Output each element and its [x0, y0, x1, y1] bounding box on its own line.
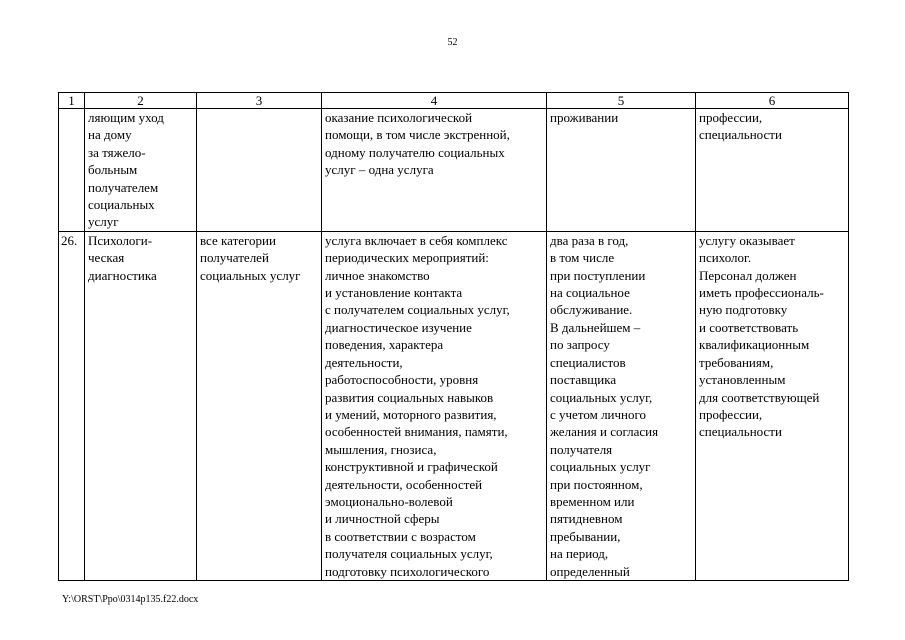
text-line: и умений, моторного развития,: [325, 406, 497, 422]
text-line: при постоянном,: [550, 476, 643, 492]
text-line: проживании: [550, 110, 619, 125]
text-line: деятельности, особенностей: [325, 476, 483, 492]
text-line: профессии,: [699, 110, 763, 125]
page-number: 52: [447, 37, 458, 48]
text-line: услугу оказывает: [699, 232, 795, 248]
text-line: мышления, гнозиса,: [325, 441, 437, 457]
text-line: на дому: [88, 127, 132, 143]
text-line: с учетом личного: [550, 406, 647, 422]
table-row-continuation: [59, 109, 849, 232]
text-line: установленным: [699, 372, 786, 388]
header-col-6: 6: [696, 93, 849, 109]
text-line: и соответствовать: [699, 319, 799, 335]
text-line: специалистов: [550, 354, 626, 370]
text-line: пребывании,: [550, 528, 621, 544]
text-line: на социальное: [550, 285, 630, 301]
cont-cell-staff: [696, 109, 849, 232]
header-col-4: 4: [322, 93, 547, 109]
header-col-5: 5: [547, 93, 696, 109]
text-line: временном или: [550, 493, 635, 509]
text-line: ляющим уход: [88, 110, 164, 125]
text-line: больным: [88, 162, 138, 178]
text-line: профессии,: [699, 406, 763, 422]
footer-file-path: Y:\ORST\Ppo\0314p135.f22.docx: [62, 594, 199, 605]
text-line: Психологи-: [88, 232, 153, 248]
text-line: определенный: [550, 563, 630, 579]
row26-cell-frequency: [547, 231, 696, 580]
row26-cell-categories: [197, 231, 322, 580]
text-line: за тяжело-: [88, 144, 146, 160]
text-line: получателей: [200, 250, 269, 266]
text-line: получателя: [550, 441, 613, 457]
text-line: развития социальных навыков: [325, 389, 494, 405]
text-line: услуг – одна услуга: [325, 162, 434, 178]
text-line: услуг: [88, 214, 119, 230]
text-line: В дальнейшем –: [550, 319, 641, 335]
text-line: получателем: [88, 179, 159, 195]
text-line: эмоционально-волевой: [325, 493, 453, 509]
text-line: специальности: [699, 127, 782, 143]
text-line: поставщика: [550, 372, 617, 388]
text-line: личное знакомство: [325, 267, 430, 283]
text-line: требованиям,: [699, 354, 774, 370]
text-line: услуга включает в себя комплекс: [325, 232, 508, 248]
text-line: желания и согласия: [550, 424, 659, 440]
text-line: подготовку психологического: [325, 563, 490, 579]
table-row-26: [59, 231, 849, 580]
text-line: иметь профессиональ-: [699, 285, 824, 301]
header-col-2: 2: [85, 93, 197, 109]
cont-cell-name: [85, 109, 197, 232]
text-line: ческая: [88, 250, 125, 266]
text-line: в соответствии с возрастом: [325, 528, 476, 544]
text-line: в том числе: [550, 250, 615, 266]
services-table: [58, 92, 849, 581]
text-line: периодических мероприятий:: [325, 250, 489, 266]
text-line: социальных: [88, 197, 155, 213]
text-line: ную подготовку: [699, 302, 788, 318]
row26-cell-staff: [696, 231, 849, 580]
text-line: получателя социальных услуг,: [325, 546, 493, 562]
text-line: работоспособности, уровня: [325, 372, 479, 388]
header-col-1: 1: [59, 93, 85, 109]
text-line: социальных услуг,: [550, 389, 653, 405]
text-line: по запросу: [550, 337, 610, 353]
cont-cell-frequency: [547, 109, 696, 232]
text-line: оказание психологической: [325, 110, 473, 125]
text-line: два раза в год,: [550, 232, 629, 248]
header-col-3: 3: [197, 93, 322, 109]
text-line: психолог.: [699, 250, 752, 266]
text-line: одному получателю социальных: [325, 144, 505, 160]
text-line: особенностей внимания, памяти,: [325, 424, 508, 440]
cont-cell-number: [59, 109, 85, 232]
text-line: все категории: [200, 232, 276, 248]
row26-cell-name: [85, 231, 197, 580]
text-line: деятельности,: [325, 354, 403, 370]
text-line: конструктивной и графической: [325, 459, 498, 475]
text-line: социальных услуг: [200, 267, 301, 283]
text-line: квалификационным: [699, 337, 810, 353]
text-line: при поступлении: [550, 267, 646, 283]
text-line: и личностной сферы: [325, 511, 440, 527]
text-line: и установление контакта: [325, 285, 463, 301]
text-line: специальности: [699, 424, 782, 440]
text-line: Персонал должен: [699, 267, 797, 283]
row26-cell-description: [322, 231, 547, 580]
text-line: с получателем социальных услуг,: [325, 302, 510, 318]
text-line: поведения, характера: [325, 337, 444, 353]
text-line: обслуживание.: [550, 302, 633, 318]
text-line: социальных услуг: [550, 459, 651, 475]
cont-cell-categories: [197, 109, 322, 232]
text-line: диагностика: [88, 267, 157, 283]
row26-cell-number: 26.: [59, 231, 85, 580]
text-line: помощи, в том числе экстренной,: [325, 127, 510, 143]
cont-cell-description: [322, 109, 547, 232]
text-line: диагностическое изучение: [325, 319, 472, 335]
table-header-row: [59, 93, 849, 109]
text-line: на период,: [550, 546, 609, 562]
text-line: для соответствующей: [699, 389, 820, 405]
text-line: пятидневном: [550, 511, 623, 527]
